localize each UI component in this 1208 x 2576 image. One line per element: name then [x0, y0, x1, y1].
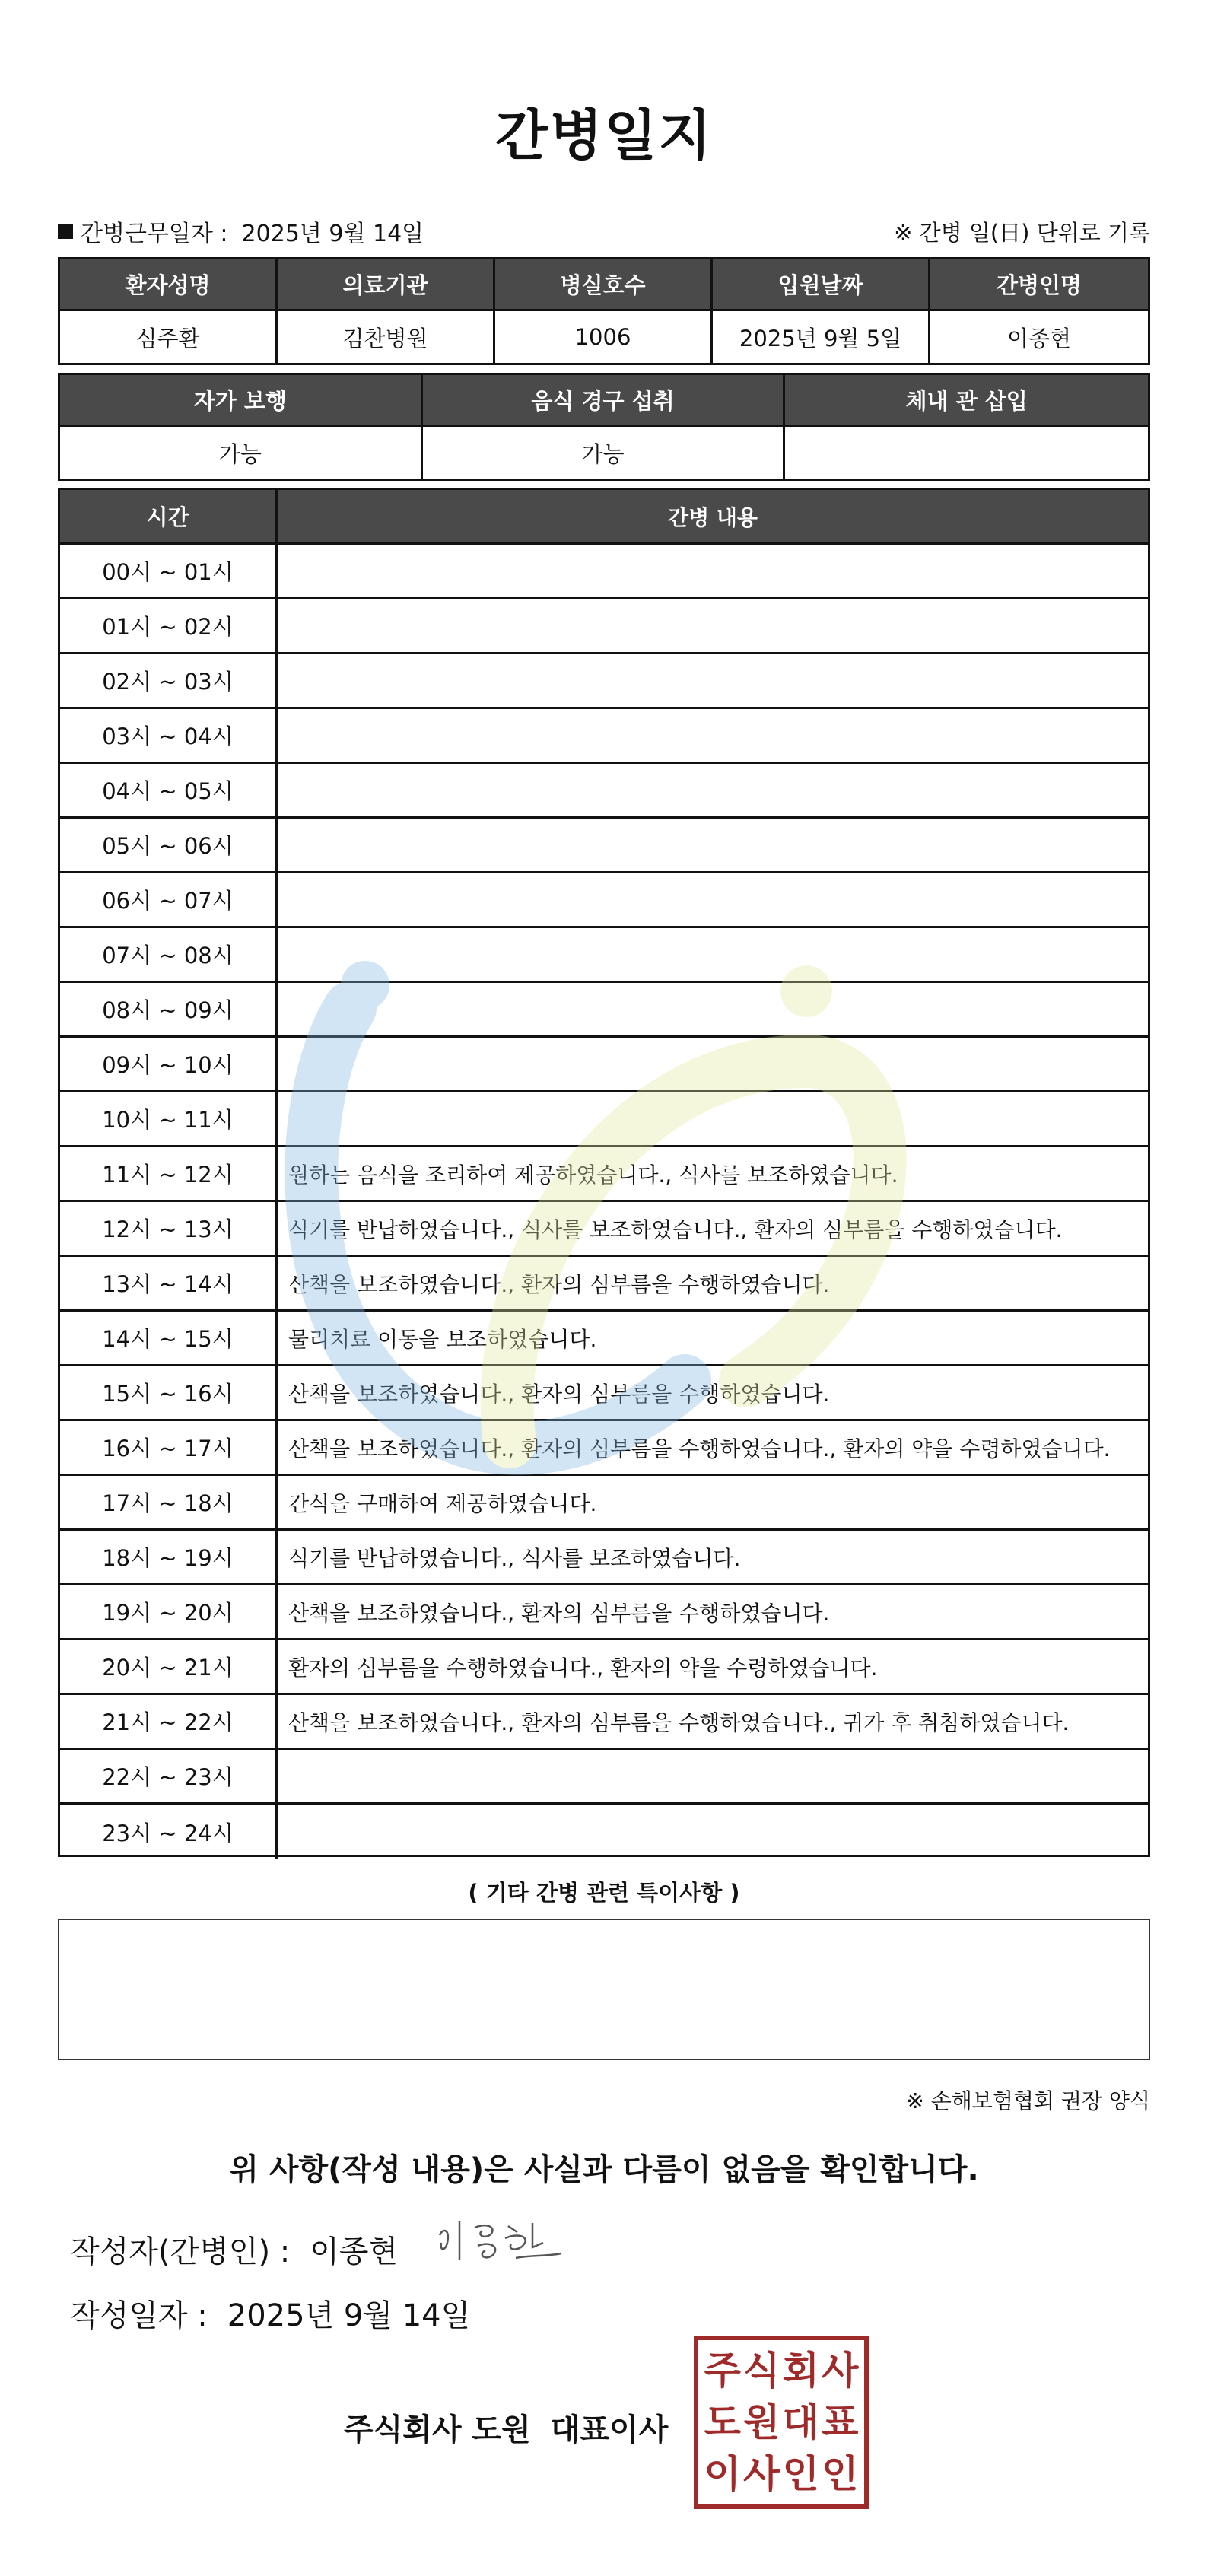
care-log-time: 21시 ~ 22시	[60, 1695, 278, 1748]
work-date-line	[58, 215, 424, 248]
care-log-content	[278, 928, 1148, 981]
company-line	[344, 2406, 668, 2449]
care-log-time: 05시 ~ 06시	[60, 819, 278, 871]
header-patient-name: 환자성명	[60, 259, 278, 311]
care-log-content: 산책을 보조하였습니다., 환자의 심부름을 수행하였습니다., 귀가 후 취침하였습니다.	[288, 1709, 1070, 1735]
seal-character: 회	[782, 2348, 819, 2393]
care-log-time: 19시 ~ 20시	[60, 1585, 278, 1638]
seal-character: 인	[782, 2451, 819, 2496]
care-log-time: 20시 ~ 21시	[60, 1640, 278, 1693]
seal-character: 표	[822, 2399, 859, 2444]
care-log-row	[60, 1092, 1148, 1147]
header-admission-date: 입원날짜	[713, 259, 930, 311]
care-log-time: 16시 ~ 17시	[60, 1421, 278, 1474]
care-log-row	[60, 1038, 1148, 1092]
seal-character: 이	[704, 2451, 741, 2496]
tube-insertion-value	[785, 427, 1148, 479]
care-log-time: 02시 ~ 03시	[60, 654, 278, 707]
handwritten-signature	[432, 2212, 569, 2273]
care-log-row	[60, 599, 1148, 654]
care-log-time: 07시 ~ 08시	[60, 928, 278, 981]
care-log-row	[60, 1257, 1148, 1312]
care-log-time: 00시 ~ 01시	[60, 545, 278, 597]
care-log-content: 식기를 반납하였습니다., 식사를 보조하였습니다., 환자의 심부름을 수행하였습니다.	[288, 1216, 1063, 1242]
company-seal-stamp	[694, 2336, 869, 2509]
header-oral-intake: 음식 경구 섭취	[423, 375, 786, 427]
care-log-row	[60, 983, 1148, 1038]
care-log-content	[278, 1750, 1148, 1802]
seal-character: 인	[822, 2451, 859, 2496]
header-room-number: 병실호수	[495, 259, 713, 311]
admission-date-value: 2025년 9월 5일	[713, 311, 930, 363]
care-log-row	[60, 1695, 1148, 1750]
care-log-row	[60, 1531, 1148, 1585]
care-log-time: 11시 ~ 12시	[60, 1147, 278, 1200]
care-log-time: 10시 ~ 11시	[60, 1092, 278, 1145]
care-log-row	[60, 928, 1148, 983]
care-log-row	[60, 709, 1148, 764]
seal-character: 사	[743, 2451, 780, 2496]
company-ceo-title: 대표이사	[550, 2412, 669, 2447]
care-log-time: 08시 ~ 09시	[60, 983, 278, 1035]
writer-line	[70, 2228, 398, 2271]
care-log-time: 06시 ~ 07시	[60, 873, 278, 926]
unit-note: ※ 간병 일(日) 단위로 기록	[894, 220, 1150, 246]
header-caregiver-name: 간병인명	[930, 259, 1148, 311]
date-value: 2025년 9월 14일	[227, 2298, 471, 2333]
care-log-content	[278, 1805, 1148, 1859]
care-log-content	[278, 764, 1148, 816]
patient-info-table	[58, 257, 1150, 365]
care-log-content	[278, 599, 1148, 652]
care-log-content: 환자의 심부름을 수행하였습니다., 환자의 약을 수령하였습니다.	[288, 1655, 878, 1681]
care-log-time: 04시 ~ 05시	[60, 764, 278, 816]
care-log-content	[278, 983, 1148, 1035]
care-log-content	[278, 873, 1148, 926]
care-log-time: 03시 ~ 04시	[60, 709, 278, 762]
care-log-content	[278, 709, 1148, 762]
oral-intake-value: 가능	[423, 427, 786, 479]
care-log-content: 식기를 반납하였습니다., 식사를 보조하였습니다.	[288, 1545, 741, 1571]
care-log-content	[278, 654, 1148, 707]
care-log-row	[60, 873, 1148, 928]
hospital-value: 김찬병원	[278, 311, 495, 363]
work-date-label: 간병근무일자 :	[81, 221, 228, 247]
care-log-content: 간식을 구매하여 제공하였습니다.	[288, 1490, 597, 1516]
care-log-time: 12시 ~ 13시	[60, 1202, 278, 1255]
care-log-row	[60, 1147, 1148, 1202]
seal-character: 사	[822, 2348, 859, 2393]
header-self-walking: 자가 보행	[60, 375, 423, 427]
care-log-time: 13시 ~ 14시	[60, 1257, 278, 1309]
company-name: 주식회사 도원	[344, 2412, 531, 2447]
care-log-row	[60, 1202, 1148, 1257]
care-log-content: 물리치료 이동을 보조하였습니다.	[288, 1326, 597, 1352]
care-log-content	[278, 1092, 1148, 1145]
patient-name-value: 심주환	[60, 311, 278, 363]
care-log-content: 산책을 보조하였습니다., 환자의 심부름을 수행하였습니다.	[288, 1381, 830, 1407]
header-hospital: 의료기관	[278, 259, 495, 311]
care-log-content: 산책을 보조하였습니다., 환자의 심부름을 수행하였습니다.	[288, 1600, 830, 1626]
other-notes-title: ( 기타 간병 관련 특이사항 )	[468, 1880, 740, 1906]
care-log-content: 산책을 보조하였습니다., 환자의 심부름을 수행하였습니다., 환자의 약을 수령하였습니다.	[288, 1436, 1111, 1461]
other-notes-box	[58, 1919, 1150, 2060]
document-title: 간병일지	[494, 103, 714, 167]
care-log-row	[60, 764, 1148, 819]
care-log-content: 산책을 보조하였습니다., 환자의 심부름을 수행하였습니다.	[288, 1271, 830, 1297]
seal-character: 대	[782, 2399, 819, 2444]
caregiver-name-value: 이종현	[1006, 325, 1072, 351]
seal-character: 원	[743, 2399, 780, 2444]
care-log-header-row	[60, 490, 1148, 545]
room-number-value: 1006	[495, 311, 713, 363]
care-log-time: 18시 ~ 19시	[60, 1531, 278, 1583]
seal-character: 주	[704, 2348, 741, 2393]
care-log-row	[60, 1366, 1148, 1421]
confirmation-statement: 위 사항(작성 내용)은 사실과 다름이 없음을 확인합니다.	[229, 2152, 979, 2187]
care-log-table	[58, 488, 1150, 1857]
care-log-time: 23시 ~ 24시	[60, 1805, 278, 1859]
care-log-row	[60, 1421, 1148, 1476]
care-log-row	[60, 1476, 1148, 1531]
standard-form-note: ※ 손해보험협회 권장 양식	[906, 2088, 1150, 2113]
care-log-content	[278, 545, 1148, 597]
square-bullet-icon	[58, 224, 73, 239]
care-log-time: 01시 ~ 02시	[60, 599, 278, 652]
care-log-time: 17시 ~ 18시	[60, 1476, 278, 1528]
date-label: 작성일자 :	[70, 2298, 208, 2333]
care-log-content	[278, 1038, 1148, 1090]
care-log-row	[60, 1640, 1148, 1695]
date-line	[70, 2291, 470, 2335]
header-tube-insertion: 체내 관 삽입	[785, 375, 1148, 427]
seal-character: 도	[704, 2399, 741, 2444]
care-log-row	[60, 545, 1148, 599]
care-log-content	[278, 819, 1148, 871]
care-log-row	[60, 1585, 1148, 1640]
self-walking-value: 가능	[60, 427, 423, 479]
content-header: 간병 내용	[278, 490, 1148, 542]
care-log-content: 원하는 음식을 조리하여 제공하였습니다., 식사를 보조하였습니다.	[288, 1162, 898, 1188]
writer-name: 이종현	[310, 2234, 399, 2269]
care-log-time: 22시 ~ 23시	[60, 1750, 278, 1802]
condition-info-table	[58, 373, 1150, 481]
time-header: 시간	[60, 490, 278, 542]
care-log-row	[60, 1805, 1148, 1859]
care-log-row	[60, 1312, 1148, 1366]
work-date-value: 2025년 9월 14일	[241, 221, 424, 247]
care-log-time: 15시 ~ 16시	[60, 1366, 278, 1419]
care-log-row	[60, 819, 1148, 873]
care-log-row	[60, 654, 1148, 709]
seal-character: 식	[743, 2348, 780, 2393]
writer-label: 작성자(간병인) :	[70, 2234, 291, 2269]
care-log-time: 14시 ~ 15시	[60, 1312, 278, 1364]
care-log-row	[60, 1750, 1148, 1805]
care-log-time: 09시 ~ 10시	[60, 1038, 278, 1090]
